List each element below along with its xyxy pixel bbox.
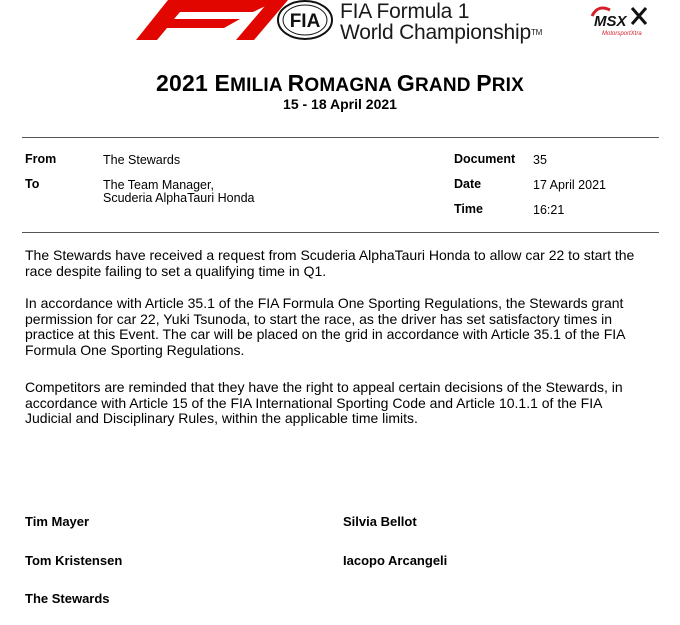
- to-value-line2: Scuderia AlphaTauri Honda: [103, 191, 255, 205]
- date-label: Date: [454, 177, 482, 191]
- fia-logo-text: FIA: [289, 11, 321, 32]
- fia-championship-title: [340, 1, 542, 43]
- document-value: 35: [533, 153, 547, 167]
- trademark: TM: [530, 28, 543, 37]
- paragraph-request: The Stewards have received a request from Scuderia AlphaTauri Honda to allow car 22 to start the race despite failing to set a qualifying time in Q1.: [25, 247, 635, 279]
- signatory-tim-mayer: Tim Mayer: [25, 514, 90, 529]
- f1-logo: [128, 0, 288, 40]
- signatory-iacopo-arcangeli: Iacopo Arcangeli: [343, 553, 448, 568]
- paragraph-decision: In accordance with Article 35.1 of the FIA Formula One Sporting Regulations, the Stewards grant permission for car 22, Yuki Tsunoda, to start the race, as the driver has set satisfactory times in practice at this Event. The car will be placed on the grid in accordance with Article 35.1 of the FIA Formula One Sporting Regulations.: [25, 295, 626, 358]
- event-title: 2021 EMILIA ROMAGNA GRAND PRIX: [155, 70, 525, 96]
- msx-logo: [588, 2, 650, 38]
- msx-logo-subtext: MotorsportXtra: [602, 31, 642, 37]
- event-dates: 15 - 18 April 2021: [283, 96, 397, 112]
- fia-logo: [276, 0, 334, 40]
- document-label: Document: [454, 152, 516, 166]
- to-label: To: [25, 177, 40, 191]
- fia-title-line2: World Championship: [340, 21, 531, 44]
- fia-title-line1: FIA Formula 1: [340, 0, 470, 23]
- date-value: 17 April 2021: [533, 178, 606, 192]
- divider-middle: [22, 232, 659, 233]
- from-value: The Stewards: [103, 153, 181, 167]
- from-label: From: [25, 152, 57, 166]
- divider-top: [22, 137, 659, 138]
- time-value: 16:21: [533, 203, 565, 217]
- signatory-tom-kristensen: Tom Kristensen: [25, 553, 123, 568]
- signatory-silvia-bellot: Silvia Bellot: [343, 514, 417, 529]
- time-label: Time: [454, 202, 483, 216]
- signatory-the-stewards: The Stewards: [25, 591, 110, 606]
- paragraph-appeal-notice: Competitors are reminded that they have the right to appeal certain decisions of the Stewards, in accordance with Article 15 of the FIA International Sporting Code and Article 10.1.1 of the FIA Judicial and Disciplinary Rules, within the applicable time limits.: [25, 379, 623, 426]
- msx-logo-text: MSX: [594, 13, 627, 30]
- to-value-line1: The Team Manager,: [103, 178, 214, 192]
